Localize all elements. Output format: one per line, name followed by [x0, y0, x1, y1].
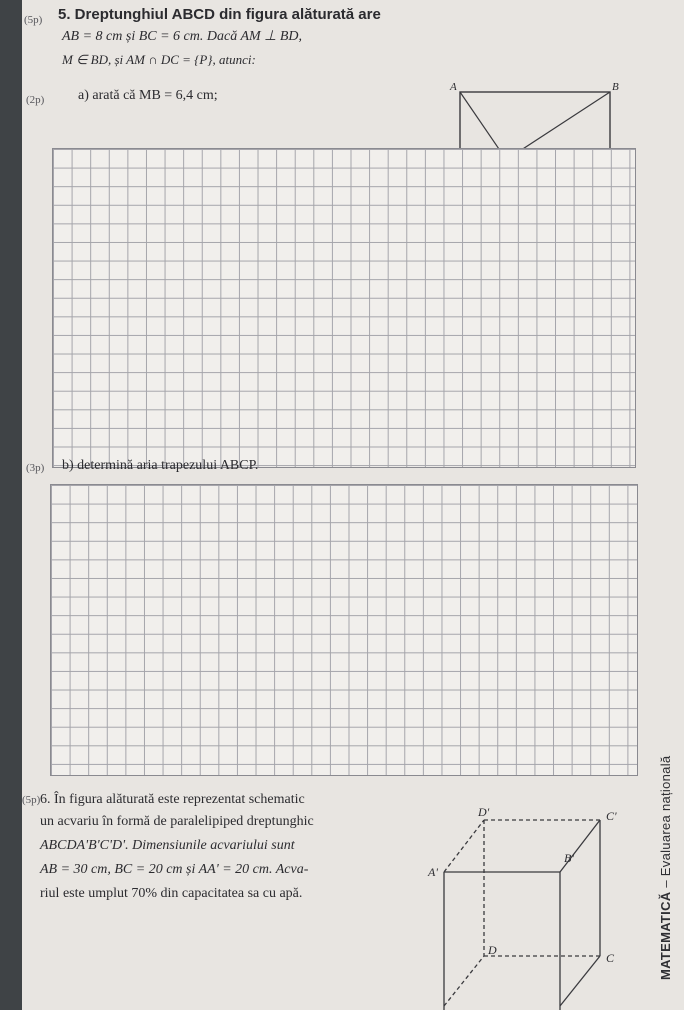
label-c-prime: C' [606, 809, 617, 823]
problem6-line1: 6. În figura alăturată este reprezentat schematic [40, 792, 305, 807]
answer-grid-a[interactable] [52, 148, 636, 468]
answer-grid-b[interactable] [50, 484, 638, 776]
problem5-line3: M ∈ BD, și AM ∩ DC = {P}, atunci: [62, 52, 256, 67]
sidebar-subject: MATEMATICĂ [658, 891, 673, 980]
sidebar-title [658, 756, 673, 980]
label-a: A [450, 81, 457, 93]
label-b: B [612, 81, 619, 93]
workbook-page [22, 0, 684, 1010]
problem6-line5: riul este umplut 70% din capacitatea sa cu apă. [40, 886, 303, 901]
problem6-line3: ABCDA'B'C'D'. Dimensiunile acvariului sunt [40, 838, 295, 853]
part-a-text: a) arată că MB = 6,4 cm; [78, 88, 218, 103]
problem5-line2: AB = 8 cm și BC = 6 cm. Dacă AM ⊥ BD, [62, 29, 303, 44]
sidebar-separator: – [658, 876, 673, 892]
edge-ap-dp [444, 820, 484, 872]
label-c-bottom: C [606, 951, 615, 965]
part-b-points: (3p) [26, 462, 45, 474]
problem5-points: (5p) [24, 14, 43, 26]
part-a-points: (2p) [26, 94, 45, 106]
problem6-line2: un acvariu în formă de paralelipiped dreptunghic [40, 814, 314, 829]
edge-b-c [560, 956, 600, 1006]
problem6-points: (5p) [22, 794, 41, 806]
sidebar-exam: Evaluarea națională [658, 755, 673, 877]
label-b-prime: B' [564, 851, 574, 865]
label-d-bottom: D [488, 943, 497, 957]
part-b-text: b) determină aria trapezului ABCP. [62, 458, 259, 473]
label-a-prime: A' [428, 865, 438, 879]
problem5-heading: 5. Dreptunghiul ABCD din figura alăturată are [58, 6, 381, 23]
aquarium-figure [422, 806, 638, 1010]
label-d-prime: D' [478, 806, 490, 819]
problem6-line4: AB = 30 cm, BC = 20 cm și AA' = 20 cm. Acva- [40, 862, 309, 877]
edge-a-d [444, 956, 484, 1006]
